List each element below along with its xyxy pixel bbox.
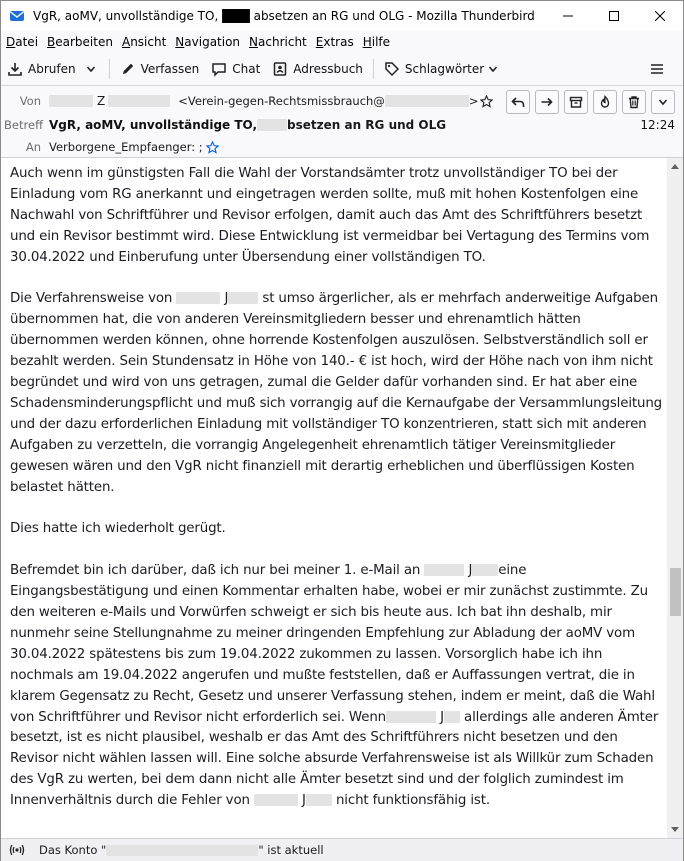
thunderbird-icon: [9, 8, 25, 24]
message-header: [1, 86, 683, 158]
subject-label: Betreff: [4, 118, 43, 132]
download-icon: [7, 61, 23, 77]
scrollbar-thumb[interactable]: [670, 568, 681, 616]
vertical-scrollbar[interactable]: [667, 158, 683, 838]
sender-email-end: >: [468, 94, 479, 108]
from-row: [1, 90, 493, 112]
menu-bearbeiten[interactable]: Bearbeiten: [47, 35, 113, 49]
subject-text-end: bsetzen an RG und OLG: [287, 118, 447, 132]
menu-nachricht[interactable]: Nachricht: [249, 35, 307, 49]
close-button[interactable]: [637, 1, 683, 31]
redacted-name: [176, 292, 220, 304]
maximize-icon: [609, 11, 619, 21]
redacted-name: [306, 794, 332, 806]
tags-label: Schlagwörter: [404, 62, 485, 76]
menu-bar: [1, 31, 683, 53]
body-paragraph: Befremdet bin ich darüber, daß ich nur bei meiner 1. e-Mail an J eine Eingangsbestätigung und einen Kommentar erhalten habe, wobei er mir zunächst zustimmte. Zu den weiteren e-Mails und Vorwürfen schweigt er sich bis heute aus. Ich bat ihn deshalb, mir nunmehr seine Stellungnahme zu meiner dringenden Empfehlung zur Abladung der aoMV vom 30.04.2022 spätestens bis zum 19.04.2022 zukommen zu lassen. Vorsorglich habe ich ihn nochmals am 19.04.2022 angerufen und mußte feststellen, daß er Auffassungen vertrat, die in klarem Gegensatz zu Recht, Gesetz und unserer Verfassung stehen, indem er meint, daß die Wahl von Schriftführer und Revisor nicht erforderlich sei. Wenn J allerdings alle anderen Ämter besetzt, ist es nicht plausibel, weshalb er das Amt des Schriftführers nicht besetzen und den Revisor nicht wählen lassen will. Eine solche absurde Verfahrensweise ist als Willkür zum Schaden des VgR zu werten, bei dem dann nicht alle Ämter besetzt sind und der folglich zumindest im Innenverhältnis durch die Fehler von J nicht funktionsfähig ist.: [10, 563, 659, 809]
close-icon: [655, 11, 665, 21]
body-text: eine Eingangsbestätigung und einen Kommentar erhalten habe, wobei er mir zunächst zustimmte. Zu den weiteren e-Mails und Vorwürfen schweigt er sich bis heute aus. Ich bat ihn deshalb, mir nunmehr seine Stellungnahme zu meiner dringenden Empfehlung zur Abladung der aoMV vom 30.04.2022 spätestens bis zum 19.04.2022 zukommen zu lassen. Vorsorglich habe ich ihn nochmals am 19.04.2022 angerufen und mußte feststellen, daß er Auffassungen vertrat, die in klarem Gegensatz zu Recht, Gesetz und unserer Verfassung stehen, indem er meint, daß die Wahl von Schriftführer und Revisor nicht erforderlich sei. Wenn: [10, 563, 655, 725]
redacted-email-domain: [385, 95, 469, 107]
tags-button[interactable]: [378, 56, 504, 82]
status-text-suffix: " ist aktuell: [258, 843, 324, 857]
app-menu-button[interactable]: [644, 56, 683, 82]
chat-icon: [211, 61, 227, 77]
hamburger-icon: [650, 62, 664, 76]
flame-icon: [598, 95, 612, 109]
trash-icon: [627, 95, 641, 109]
sender-email[interactable]: <Verein-gegen-Rechtsmissbrauch@: [178, 94, 385, 108]
more-actions-button[interactable]: [651, 90, 675, 114]
body-text: nicht funktionsfähig ist.: [335, 793, 490, 809]
from-label: Von: [19, 94, 41, 108]
maximize-button[interactable]: [591, 1, 637, 31]
menu-datei[interactable]: Datei: [6, 35, 39, 49]
tag-icon: [384, 61, 400, 77]
menu-extras[interactable]: Extras: [315, 35, 354, 49]
redacted-name: [472, 564, 498, 576]
redacted-name: [386, 711, 436, 723]
main-toolbar: [1, 53, 683, 86]
status-bar: [1, 838, 683, 861]
window-title: VgR, aoMV, unvollständige TO, ███ absetzen an RG und OLG - Mozilla Thunderbird: [33, 9, 535, 23]
minimize-icon: [563, 11, 573, 21]
get-messages-dropdown[interactable]: [82, 56, 105, 82]
minimize-button[interactable]: [545, 1, 591, 31]
archive-button[interactable]: [564, 90, 588, 114]
redacted-subject-part: [257, 119, 287, 131]
pencil-icon: [120, 61, 136, 77]
message-body: [1, 158, 667, 838]
body-text: allerdings alle anderen Ämter besetzt, ist es nicht plausibel, weshalb er das Amt des Schriftführers nicht besetzen und den Revisor nicht wählen lassen will. Eine solche absurde Verfahrensweise ist als Willkür zum Schaden des VgR zu werten, bei dem dann nicht alle Ämter besetzt sind und der folglich zumindest im Innenverhältnis durch die Fehler von: [10, 709, 659, 809]
toolbar-separator: [373, 59, 374, 79]
delete-button[interactable]: [622, 90, 646, 114]
forward-button[interactable]: [535, 90, 559, 114]
junk-button[interactable]: [593, 90, 617, 114]
body-paragraph: Dies hatte ich wiederholt gerügt.: [10, 521, 226, 537]
scroll-down-arrow-icon: [671, 827, 679, 833]
chat-button[interactable]: [205, 56, 266, 82]
chevron-down-icon: [658, 97, 668, 107]
subject-row: [1, 114, 683, 136]
subject-text: VgR, aoMV, unvollständige TO,: [49, 118, 258, 132]
toolbar-separator: [109, 59, 110, 79]
compose-label: Verfassen: [140, 62, 200, 76]
menu-ansicht[interactable]: Ansicht: [121, 35, 167, 49]
star-icon[interactable]: [206, 141, 219, 154]
address-book-icon: [272, 61, 288, 77]
body-text: Die Verfahrensweise von: [10, 291, 177, 307]
redacted-name: [254, 794, 298, 806]
body-text: st umso ärgerlicher, als er mehrfach anderweitige Aufgaben übernommen hat, die von anderen Vereinsmitgliedern besser und ehrenamtlich hätten übernommen werden können, ohne horrende Kostenfolgen auszulösen. Selbstverständlich soll er bezahlt werden. Sein Stundensatz in Höhe von 140.- € ist hoch, wird der Höhe nach von ihm nicht begründet und wird von uns getragen, zumal die Gelder dafür vorhanden sind. Er hat aber eine Schadensminderungspflicht und muß sich vorrangig auf die Kernaufgabe der Versammlungsleitung und der dazu erforderlichen Einladung mit vollständiger TO konzentrieren, statt sich mit anderen Aufgaben zu verzetteln, die vorrangig Angelegenheit ehrenamtlich tätiger Vereinsmitglieder gewesen wären und den VgR nicht finanziell mit derartig erheblichen und überflüssigen Kosten belastet hätten.: [10, 291, 663, 495]
chevron-down-icon: [86, 64, 96, 74]
body-paragraph: Auch wenn im günstigsten Fall die Wahl der Vorstandsämter trotz unvollständiger TO bei der Einladung vom RG anerkannt und eingetragen werden sollte, muß mit hohen Kostenfolgen eine Nachwahl von Schriftführer und Revisor erfolgen, damit auch das Amt des Schriftführers besetzt und ein Revisor bestimmt wird. Diese Entwicklung ist vermeidbar bei Vertagung des Termins vom 30.04.2022 und Einberufung unter Übersendung einer vollständigen TO.: [10, 166, 650, 265]
forward-icon: [540, 95, 554, 109]
menu-hilfe[interactable]: Hilfe: [362, 35, 391, 49]
redacted-name: [228, 292, 258, 304]
star-icon[interactable]: [480, 95, 493, 108]
reply-button[interactable]: [506, 90, 530, 114]
scroll-down-button[interactable]: [667, 822, 683, 838]
reply-icon: [511, 95, 525, 109]
scroll-up-arrow-icon: [671, 163, 679, 169]
redacted-name: [444, 711, 460, 723]
header-actions: [501, 90, 675, 114]
redacted-sender-surname: [108, 95, 170, 107]
title-bar: [1, 1, 683, 31]
body-paragraph: Die Verfahrensweise von J st umso ärgerlicher, als er mehrfach anderweitige Aufgaben übernommen hat, die von anderen Vereinsmitgliedern besser und ehrenamtlich hätten übernommen werden können, ohne horrende Kostenfolgen auszulösen. Selbstverständlich soll er bezahlt werden. Sein Stundensatz in Höhe von 140.- € ist hoch, wird der Höhe nach von ihm nicht begründet und wird von uns getragen, zumal die Gelder dafür vorhanden sind. Er hat aber eine Schadensminderungspflicht und muß sich vorrangig auf die Kernaufgabe der Versammlungsleitung und der dazu erforderlichen Einladung mit vollständiger TO konzentrieren, statt sich mit anderen Aufgaben zu verzetteln, die vorrangig Angelegenheit ehrenamtlich tätiger Vereinsmitglieder gewesen wären und den VgR nicht finanziell mit derartig erheblichen und überflüssigen Kosten belastet hätten.: [10, 291, 663, 495]
address-book-label: Adressbuch: [293, 62, 363, 76]
redacted-name: [424, 564, 464, 576]
to-label: An: [25, 140, 41, 154]
compose-button[interactable]: [114, 56, 206, 82]
address-book-button[interactable]: [266, 56, 369, 82]
chevron-down-icon: [488, 64, 498, 74]
redacted-account-name: [106, 845, 258, 856]
get-messages-label: Abrufen: [28, 62, 76, 76]
archive-icon: [569, 95, 583, 109]
chat-label: Chat: [232, 62, 261, 76]
sender-initial: Z: [97, 94, 106, 108]
to-recipients[interactable]: Verborgene_Empfaenger: ;: [49, 140, 203, 154]
message-time: 12:24: [640, 118, 675, 132]
menu-navigation[interactable]: Navigation: [175, 35, 241, 49]
online-status-icon[interactable]: [9, 843, 25, 857]
get-messages-button[interactable]: [1, 56, 82, 82]
status-text-prefix: Das Konto ": [39, 843, 107, 857]
redacted-sender-name: [49, 95, 93, 107]
scroll-up-button[interactable]: [667, 158, 683, 174]
to-row: [1, 136, 219, 158]
body-text: Befremdet bin ich darüber, daß ich nur bei meiner 1. e-Mail an: [10, 563, 425, 579]
